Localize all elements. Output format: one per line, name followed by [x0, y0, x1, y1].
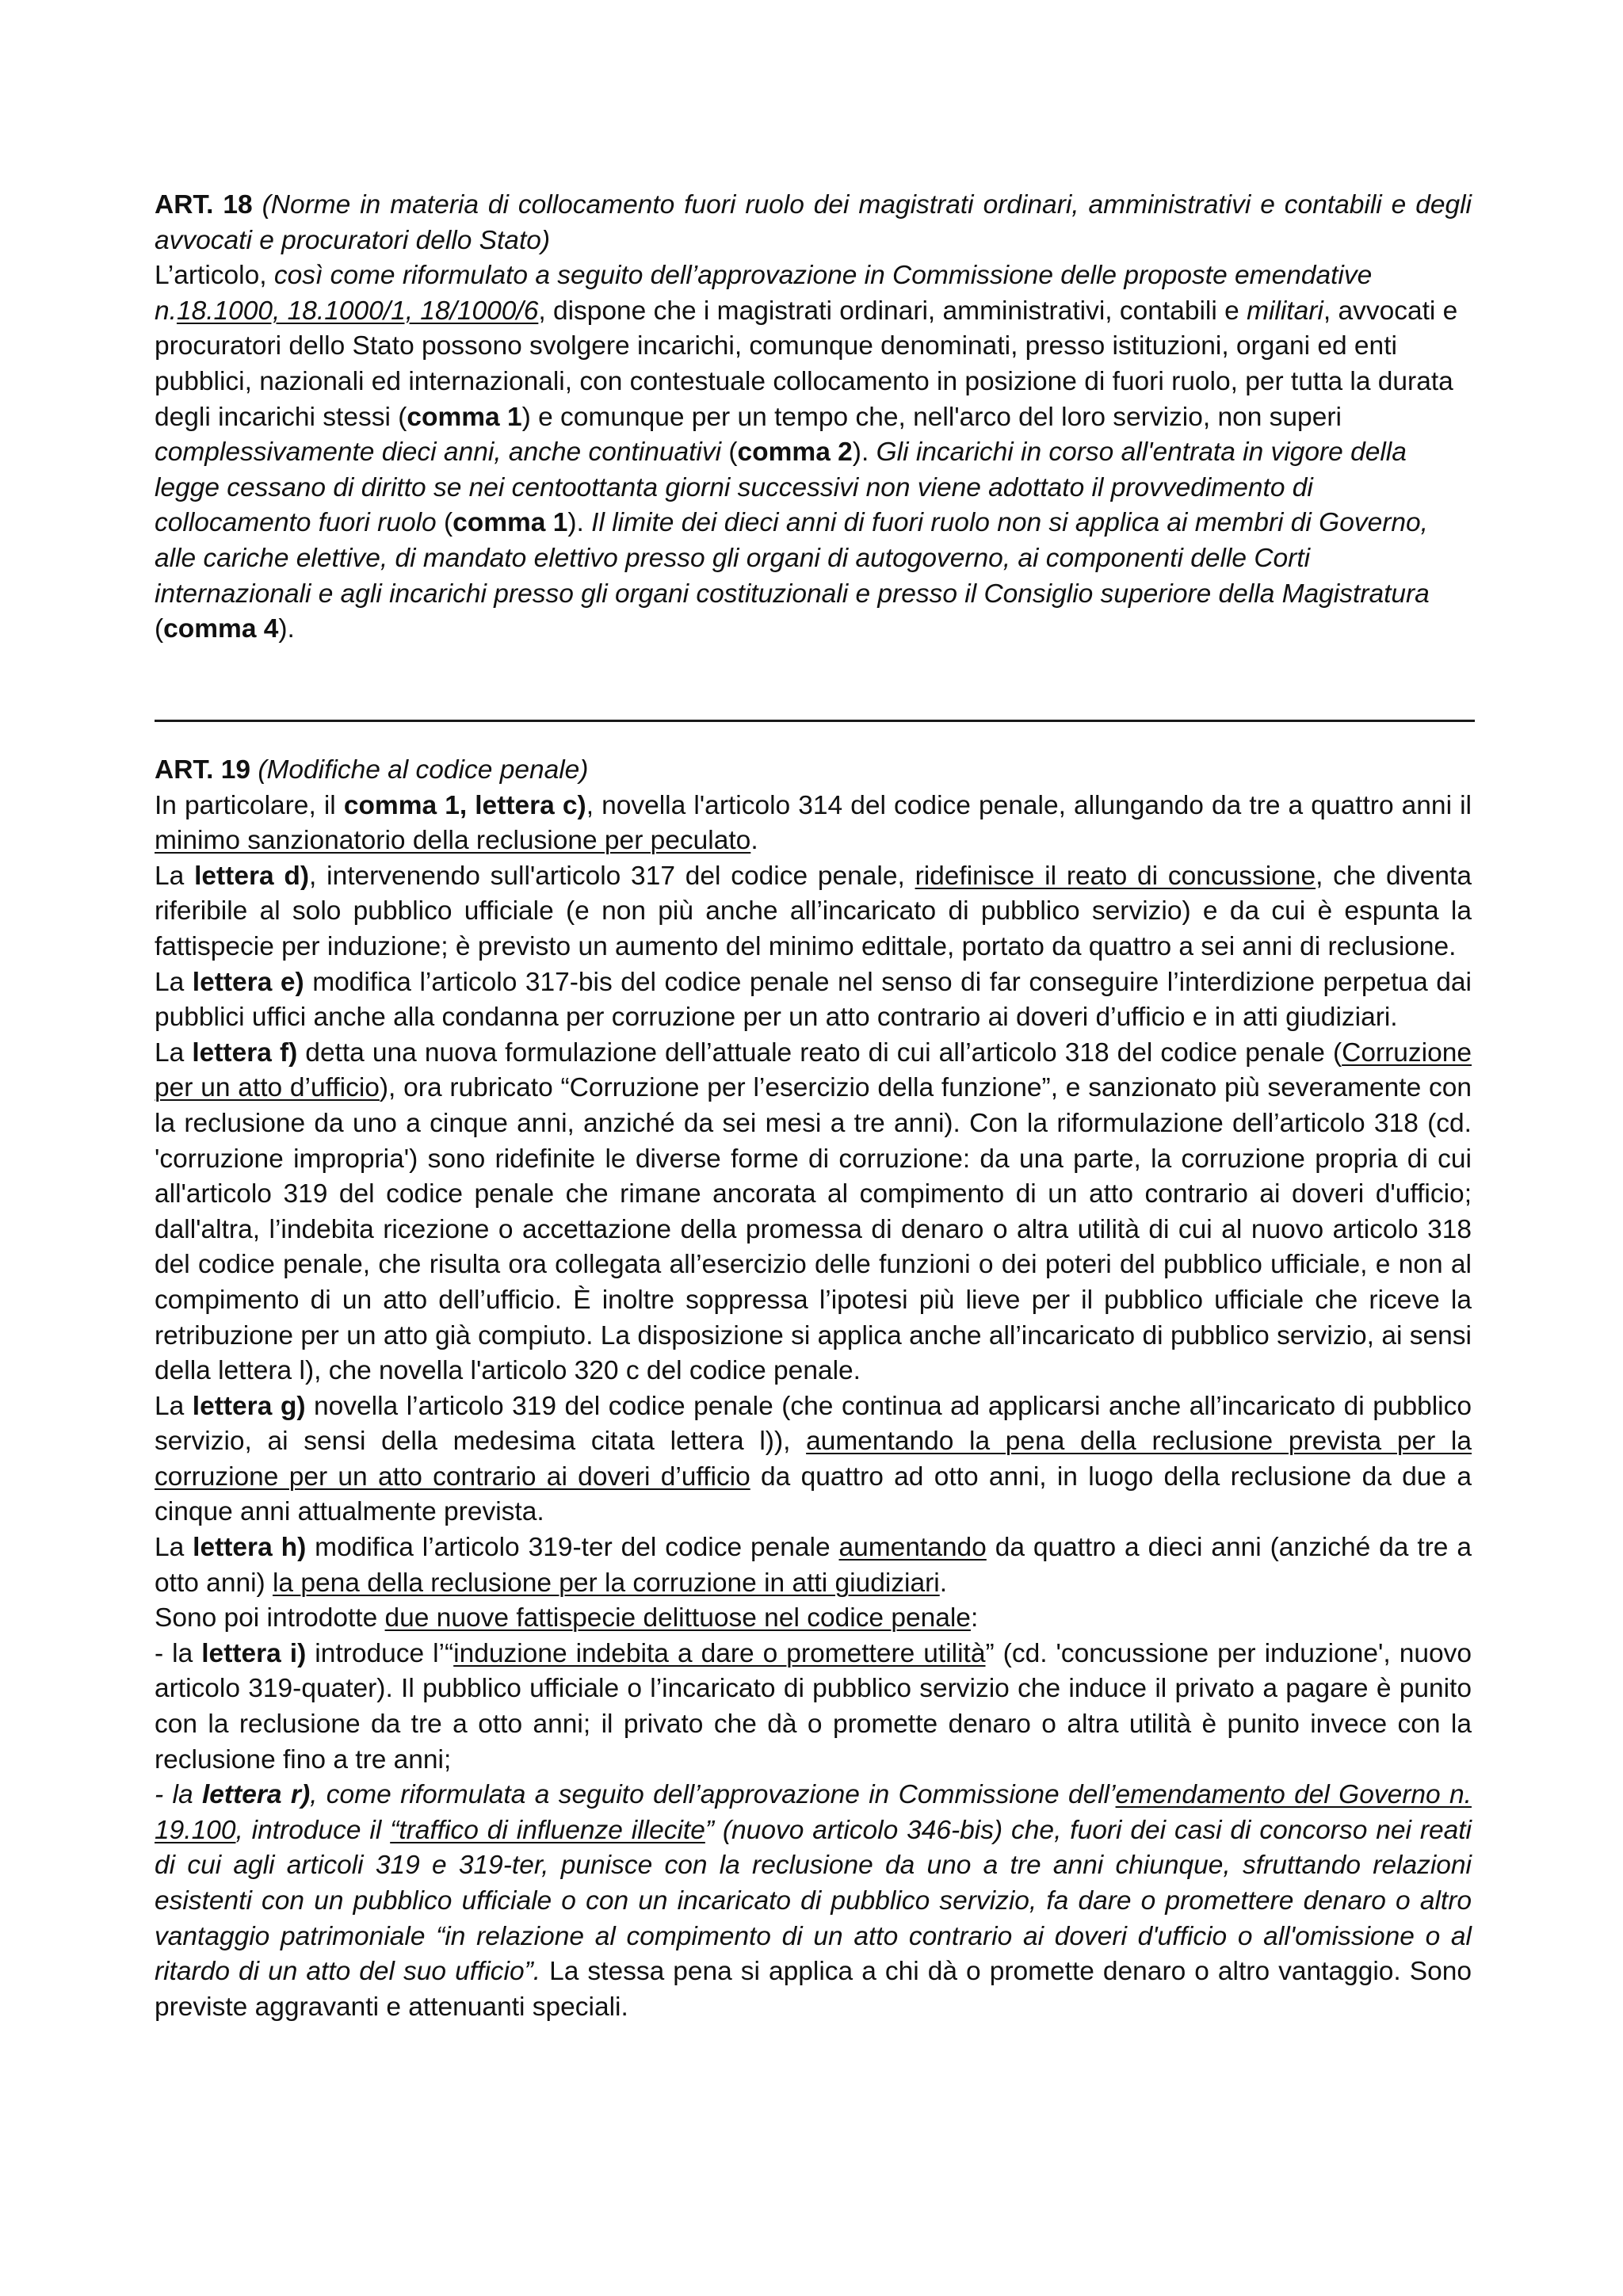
text-run: detta una nuova formulazione dell’attuale reato di cui all’articolo 318 del codice penale ( [297, 1037, 1342, 1068]
article-19-heading [155, 753, 1472, 789]
paragraph-lettera-c [155, 789, 1472, 859]
text-run: ), ora rubricato “Corruzione per l’esercizio della funzione”, e sanzionato più severamente con la reclusione da uno a cinque anni, anziché da sei mesi a tre anni). Con la riformulazione dell’articolo 318 (cd. 'corruzione impropria') sono ridefinite le diverse forme di corruzione: da una parte, la corruzione propria di cui all'articolo 319 del codice penale che rimane ancorata al compimento di un atto contrario ai doveri d'ufficio; dall'altra, l’indebita ricezione o accettazione della promessa di denaro o altra utilità di cui al nuovo articolo 318 del codice penale, che risulta ora collegata all’esercizio delle funzioni o dei poteri del pubblico ufficiale, e non al compimento di un atto dell’ufficio. È inoltre soppressa l’ipotesi più lieve per il pubblico ufficiale che riceve la retribuzione per un atto già compiuto. La disposizione si applica anche all’incaricato di pubblico servizio, ai sensi della lettera l), che novella l'articolo 320 c del codice penale. [155, 1073, 1472, 1386]
art18-comma-ref: comma 1 [407, 402, 522, 432]
text-run: ” (cd. 'concussione per induzione', nuovo articolo 319-quater). Il pubblico ufficiale o l’incaricato di pubblico servizio che induce il privato a pagare è punito con la reclusione da tre a otto anni; il privato che dà o promette denaro o altra utilità è punito invece con la reclusione fino a tre anni; [155, 1638, 1472, 1775]
art18-text: ). [567, 508, 592, 538]
lettera-ref: lettera r) [201, 1780, 311, 1810]
article-18-label: ART. 18 [155, 190, 253, 220]
text-run: La [155, 861, 195, 891]
art18-text-italic: complessivamente dieci anni, anche continuativi [155, 437, 722, 468]
text-run: da quattro a dieci anni (anziché da tre a otto anni) [155, 1533, 1472, 1598]
text-run: modifica l’articolo 319-ter del codice penale [306, 1533, 839, 1563]
lettera-ref: lettera e) [192, 967, 304, 997]
article-18-section [155, 188, 1472, 648]
article-18-body [155, 258, 1472, 648]
art18-comma-ref: comma 2 [737, 437, 853, 468]
art18-text-italic: Il limite dei dieci anni di fuori ruolo non si applica ai membri di Governo, alle cariche elettive, di mandato elettivo presso gli organi di autogoverno, ai componenti delle Corti internazionali e agli incarichi presso gli organi costituzionali e presso il Consiglio superiore della Magistratura [155, 508, 1430, 609]
art18-text: ( [155, 614, 164, 644]
underlined-text: Corruzione per un atto d’ufficio [155, 1037, 1472, 1103]
text-run: da quattro ad otto anni, in luogo della reclusione da due a cinque anni attualmente prevista. [155, 1461, 1472, 1527]
lettera-ref: lettera g) [192, 1391, 306, 1421]
text-run: Sono poi introdotte [155, 1603, 385, 1633]
lettera-ref: lettera i) [201, 1638, 307, 1668]
article-18-heading [155, 188, 1472, 258]
underlined-text: induzione indebita a dare o promettere utilità [453, 1638, 986, 1668]
text-run: - la [155, 1638, 202, 1668]
art18-text: ). [278, 614, 295, 644]
text-run: : [970, 1603, 979, 1633]
art18-text-italic: Gli incarichi in corso all'entrata in vigore della legge cessano di diritto se nei centoottanta giorni successivi non viene adottato il provvedimento di collocamento fuori ruolo [155, 437, 1407, 538]
art18-text: , avvocati e procuratori dello Stato possono svolgere incarichi, comunque denominati, presso istituzioni, organi ed enti pubblici, nazionali ed internazionali, con contestuale collocamento in posizione di fuori ruolo, per tutta la durata degli incarichi stessi ( [155, 296, 1458, 432]
art18-text: ) e comunque per un tempo che, nell'arco del loro servizio, non superi [521, 402, 1342, 432]
art18-comma-ref: comma 1 [453, 508, 568, 538]
article-19-title: (Modifiche al codice penale) [258, 755, 589, 785]
article-19-section [155, 753, 1472, 2025]
art18-amendment-numbers: 18.1000, 18.1000/1, 18/1000/6 [176, 296, 539, 326]
text-run: , novella l'articolo 314 del codice penale, allungando da tre a quattro anni il [586, 790, 1472, 820]
paragraph-new-offences-intro [155, 1601, 1472, 1637]
text-run: La stessa pena si applica a chi dà o promette denaro o altro vantaggio. Sono previste aggravanti e attenuanti speciali. [155, 1957, 1472, 2022]
text-run: introduce l’“ [306, 1638, 454, 1668]
art18-text: L’articolo, [155, 261, 274, 291]
text-run: , che diventa riferibile al solo pubblico ufficiale (e non più anche all’incaricato di pubblico servizio) e da cui è espunta la fattispecie per induzione; è previsto un aumento del minimo edittale, portato da quattro a sei anni di reclusione. [155, 861, 1472, 961]
underlined-text: aumentando la pena della reclusione prevista per la corruzione per un atto contrario ai doveri d’ufficio [155, 1427, 1472, 1492]
underlined-text: “traffico di influenze illecite [390, 1815, 705, 1845]
underlined-text: la pena della reclusione per la corruzione in atti giudiziari [272, 1568, 940, 1598]
paragraph-lettera-d [155, 859, 1472, 965]
text-run: La [155, 1037, 193, 1068]
text-run: La [155, 1533, 193, 1563]
text-run: modifica l’articolo 317-bis del codice penale nel senso di far conseguire l’interdizione perpetua dai pubblici uffici anche alla condanna per corruzione per un atto contrario ai doveri d’ufficio e in atti giudiziari. [155, 967, 1472, 1033]
section-divider [155, 720, 1475, 722]
art18-text-italic: militari [1247, 296, 1323, 326]
text-run: La [155, 967, 193, 997]
article-18-title: (Norme in materia di collocamento fuori ruolo dei magistrati ordinari, amministrativi e contabili e degli avvocati e procuratori dello Stato) [155, 190, 1472, 255]
paragraph-lettera-r [155, 1778, 1472, 2025]
art18-text: , dispone che i magistrati ordinari, amministrativi, contabili e [538, 296, 1247, 326]
paragraph-lettera-h [155, 1530, 1472, 1601]
art18-text: ( [436, 508, 453, 538]
paragraph-lettera-e [155, 965, 1472, 1036]
lettera-ref: lettera f) [192, 1037, 298, 1068]
underlined-text: emendamento del Governo n. 19.100 [155, 1780, 1472, 1845]
paragraph-lettera-i [155, 1637, 1472, 1778]
article-19-label: ART. 19 [155, 755, 251, 785]
text-run: , intervenendo sull'articolo 317 del codice penale, [309, 861, 915, 891]
lettera-ref: lettera d) [194, 861, 310, 891]
paragraph-lettera-f [155, 1036, 1472, 1389]
underlined-text: aumentando [838, 1533, 987, 1563]
text-run-italic: , introduce il [235, 1815, 391, 1845]
text-run: In particolare, il [155, 790, 344, 820]
underlined-text: due nuove fattispecie delittuose nel codice penale [384, 1603, 971, 1633]
text-run: novella l’articolo 319 del codice penale (che continua ad applicarsi anche all’incaricato di pubblico servizio, ai sensi della medesima citata lettera l)), [155, 1391, 1472, 1457]
text-run: . [939, 1568, 948, 1598]
text-run-italic: ” (nuovo articolo 346-bis) che, fuori dei casi di concorso nei reati di cui agli articoli 319 e 319-ter, punisce con la reclusione da uno a tre anni chiunque, sfruttando relazioni esistenti con un pubblico ufficiale o con un incaricato di pubblico servizio, fa dare o promettere denaro o altro vantaggio patrimoniale “in relazione al compimento di un atto contrario ai doveri d'ufficio o all'omissione o al ritardo di un atto del suo ufficio”. [155, 1815, 1472, 1987]
text-run-italic: , come riformulata a seguito dell’approvazione in Commissione dell’ [310, 1780, 1116, 1810]
text-run-italic: - la [155, 1780, 202, 1810]
paragraph-lettera-g [155, 1389, 1472, 1530]
lettera-ref: lettera h) [193, 1533, 307, 1563]
text-run: La [155, 1391, 193, 1421]
art18-text: ( [721, 437, 738, 468]
art18-comma-ref: comma 4 [163, 614, 279, 644]
text-run: . [750, 826, 758, 856]
art18-text-italic: così come riformulato a seguito dell’approvazione in Commissione delle proposte emendative n. [155, 261, 1373, 326]
underlined-text: ridefinisce il reato di concussione [915, 861, 1316, 891]
underlined-text: minimo sanzionatorio della reclusione per peculato [155, 826, 751, 856]
art18-text: ). [852, 437, 876, 468]
lettera-ref: comma 1, lettera c) [343, 790, 586, 820]
